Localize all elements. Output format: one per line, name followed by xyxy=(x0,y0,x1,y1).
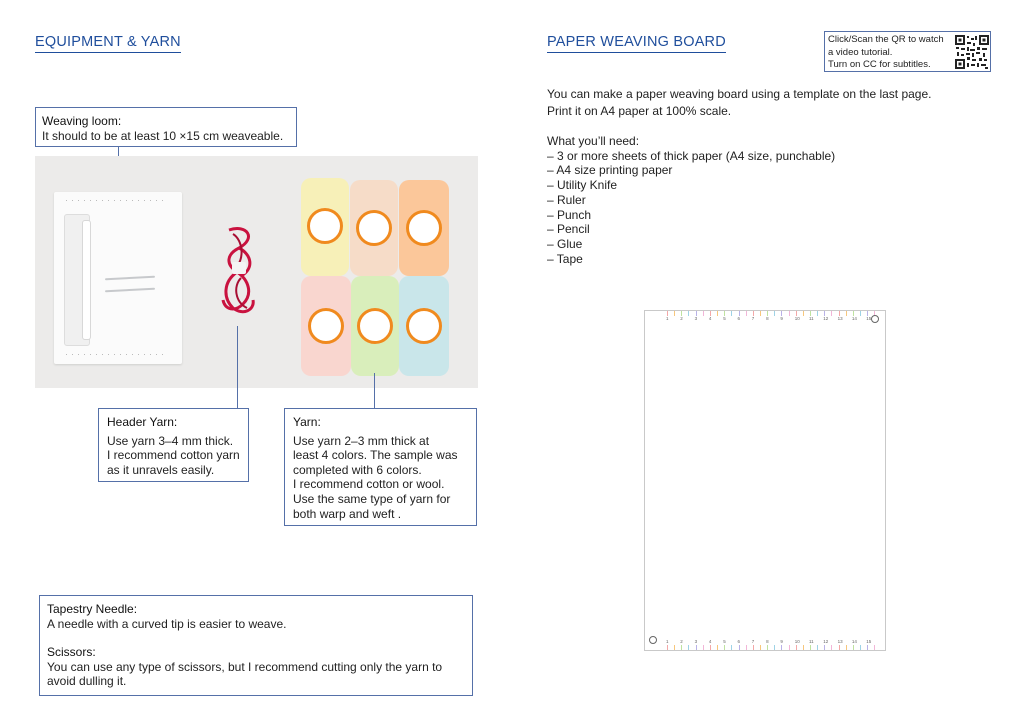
yarn-line: Use yarn 2–3 mm thick at xyxy=(293,433,430,448)
yarn-pointer-line xyxy=(374,373,375,408)
scale-number: 9 xyxy=(780,316,783,321)
needs-list xyxy=(547,134,835,266)
qr-note-line: Click/Scan the QR to watch xyxy=(828,34,944,45)
header-yarn-pointer-line xyxy=(237,326,238,408)
needs-item: – Pencil xyxy=(547,222,590,237)
yarn-line: least 4 colors. The sample was xyxy=(293,448,458,463)
scale-number: 13 xyxy=(837,639,843,644)
scale-number: 5 xyxy=(723,639,726,644)
scale-tick xyxy=(867,645,868,650)
scale-tick xyxy=(846,645,847,650)
scale-tick xyxy=(774,311,775,316)
scale-tick xyxy=(753,645,754,650)
scale-number: 8 xyxy=(766,639,769,644)
scale-tick xyxy=(853,645,854,650)
scale-tick xyxy=(703,645,704,650)
scale-tick xyxy=(739,645,740,650)
scale-number: 12 xyxy=(823,316,829,321)
yarn-skein xyxy=(351,276,399,376)
yarn-skein xyxy=(301,276,351,376)
scale-tick xyxy=(817,311,818,316)
scale-number: 10 xyxy=(794,316,800,321)
scale-tick xyxy=(846,311,847,316)
scale-number: 1 xyxy=(666,639,669,644)
scale-tick xyxy=(710,645,711,650)
scale-number: 7 xyxy=(751,316,755,321)
needs-item: – Glue xyxy=(547,236,583,251)
needs-item: – Tape xyxy=(547,251,583,266)
scale-number: 3 xyxy=(694,316,698,321)
needle-title: Tapestry Needle: xyxy=(47,602,138,616)
scale-tick xyxy=(703,311,704,316)
scale-tick xyxy=(789,645,790,650)
scale-number: 10 xyxy=(794,639,800,644)
qr-note-line: a video tutorial. xyxy=(828,46,893,58)
scale-number: 5 xyxy=(723,316,726,321)
scale-tick xyxy=(674,645,675,650)
yarn-skein xyxy=(350,180,398,276)
yarn-line: both warp and weft . xyxy=(293,506,402,521)
tools-box xyxy=(39,595,473,696)
header-yarn-box xyxy=(98,408,249,482)
equipment-photo xyxy=(35,156,478,388)
qr-code-icon[interactable] xyxy=(955,35,989,69)
scale-tick xyxy=(796,645,797,650)
scale-tick xyxy=(781,645,782,650)
scale-tick xyxy=(817,645,818,650)
scale-number: 14 xyxy=(851,639,857,644)
yarn-line: I recommend cotton or wool. xyxy=(293,477,445,492)
scale-number: 14 xyxy=(851,316,857,321)
scale-number: 12 xyxy=(823,639,829,644)
scale-tick xyxy=(760,645,761,650)
scale-tick xyxy=(731,645,732,650)
scale-tick xyxy=(667,645,668,650)
scale-tick xyxy=(696,645,697,650)
yarn-line: Use the same type of yarn for xyxy=(293,491,451,506)
scale-number: 6 xyxy=(737,639,741,644)
yarn-box xyxy=(284,408,477,526)
scale-number: 4 xyxy=(708,639,712,644)
scale-tick xyxy=(860,645,861,650)
board-intro xyxy=(547,86,932,119)
tapestry-needle-image xyxy=(105,276,155,281)
scale-number: 11 xyxy=(809,316,814,321)
scale-number: 15 xyxy=(866,316,872,321)
scale-tick xyxy=(688,645,689,650)
scale-tick xyxy=(831,311,832,316)
scale-tick xyxy=(874,645,875,650)
scale-number: 6 xyxy=(737,316,741,321)
header-yarn-title: Header Yarn: xyxy=(107,415,178,429)
yarn-skein xyxy=(399,180,449,276)
scale-tick xyxy=(746,645,747,650)
scale-number: 3 xyxy=(694,639,698,644)
yarn-skein xyxy=(399,276,449,376)
header-yarn-line: I recommend cotton yarn xyxy=(107,448,240,463)
header-yarn-line: Use yarn 3–4 mm thick. xyxy=(107,433,234,448)
scale-tick xyxy=(724,645,725,650)
weaving-loom-title: Weaving loom: xyxy=(42,114,122,128)
punch-hole-icon xyxy=(649,636,657,644)
equipment-heading: EQUIPMENT & YARN xyxy=(35,34,181,53)
scale-tick xyxy=(803,311,804,316)
scale-number: 8 xyxy=(766,316,769,321)
scissors-line: You can use any type of scissors, but I recommend cutting only the yarn to xyxy=(47,659,443,674)
scissors-title: Scissors: xyxy=(47,645,96,660)
scale-tick xyxy=(839,645,840,650)
qr-note-line: Turn on CC for subtitles. xyxy=(828,59,931,70)
header-yarn-image xyxy=(217,224,261,320)
scale-tick xyxy=(731,311,732,316)
intro-line: Print it on A4 paper at 100% scale. xyxy=(547,103,732,118)
yarn-skein xyxy=(301,178,349,276)
scale-number: 13 xyxy=(837,316,843,321)
scale-tick xyxy=(688,311,689,316)
scale-tick xyxy=(803,645,804,650)
yarn-line: completed with 6 colors. xyxy=(293,462,422,477)
scale-number: 7 xyxy=(751,639,755,644)
qr-note-box[interactable] xyxy=(824,31,991,72)
scale-tick xyxy=(810,645,811,650)
intro-line: You can make a paper weaving board using a template on the last page. xyxy=(547,87,932,101)
needs-item: – Punch xyxy=(547,207,592,222)
scissors-line: avoid dulling it. xyxy=(47,674,127,689)
weaving-loom-text: It should to be at least 10 ×15 cm weaveable. xyxy=(42,128,284,143)
paper-board-heading: PAPER WEAVING BOARD xyxy=(547,34,726,53)
scale-tick xyxy=(681,645,682,650)
scale-tick xyxy=(717,645,718,650)
needs-item: – Ruler xyxy=(547,192,586,207)
needs-item: – 3 or more sheets of thick paper (A4 size, punchable) xyxy=(547,148,836,163)
scale-number: 2 xyxy=(680,639,683,644)
scale-tick xyxy=(760,311,761,316)
needs-item: – A4 size printing paper xyxy=(547,163,673,178)
scale-number: 15 xyxy=(866,639,872,644)
scale-tick xyxy=(767,645,768,650)
scale-tick xyxy=(717,311,718,316)
scale-tick xyxy=(860,311,861,316)
scale-tick xyxy=(674,311,675,316)
scale-tick xyxy=(746,311,747,316)
header-yarn-line: as it unravels easily. xyxy=(107,462,215,477)
scale-tick xyxy=(824,645,825,650)
board-top-scale xyxy=(665,311,872,323)
scale-number: 11 xyxy=(809,639,814,644)
scale-number: 2 xyxy=(680,316,683,321)
scale-number: 1 xyxy=(666,316,669,321)
weaving-loom-image xyxy=(54,192,182,364)
scale-number: 9 xyxy=(780,639,783,644)
needs-title: What you’ll need: xyxy=(547,134,640,148)
needle-text: A needle with a curved tip is easier to weave. xyxy=(47,616,287,631)
weaving-loom-box xyxy=(35,107,297,147)
board-bottom-scale xyxy=(665,638,872,650)
weaving-board-template xyxy=(644,310,886,651)
scale-tick xyxy=(789,311,790,316)
scale-number: 4 xyxy=(708,316,712,321)
needs-item: – Utility Knife xyxy=(547,178,618,193)
scale-tick xyxy=(831,645,832,650)
scale-tick xyxy=(774,645,775,650)
yarn-title: Yarn: xyxy=(293,415,321,429)
punch-hole-icon xyxy=(871,315,879,323)
